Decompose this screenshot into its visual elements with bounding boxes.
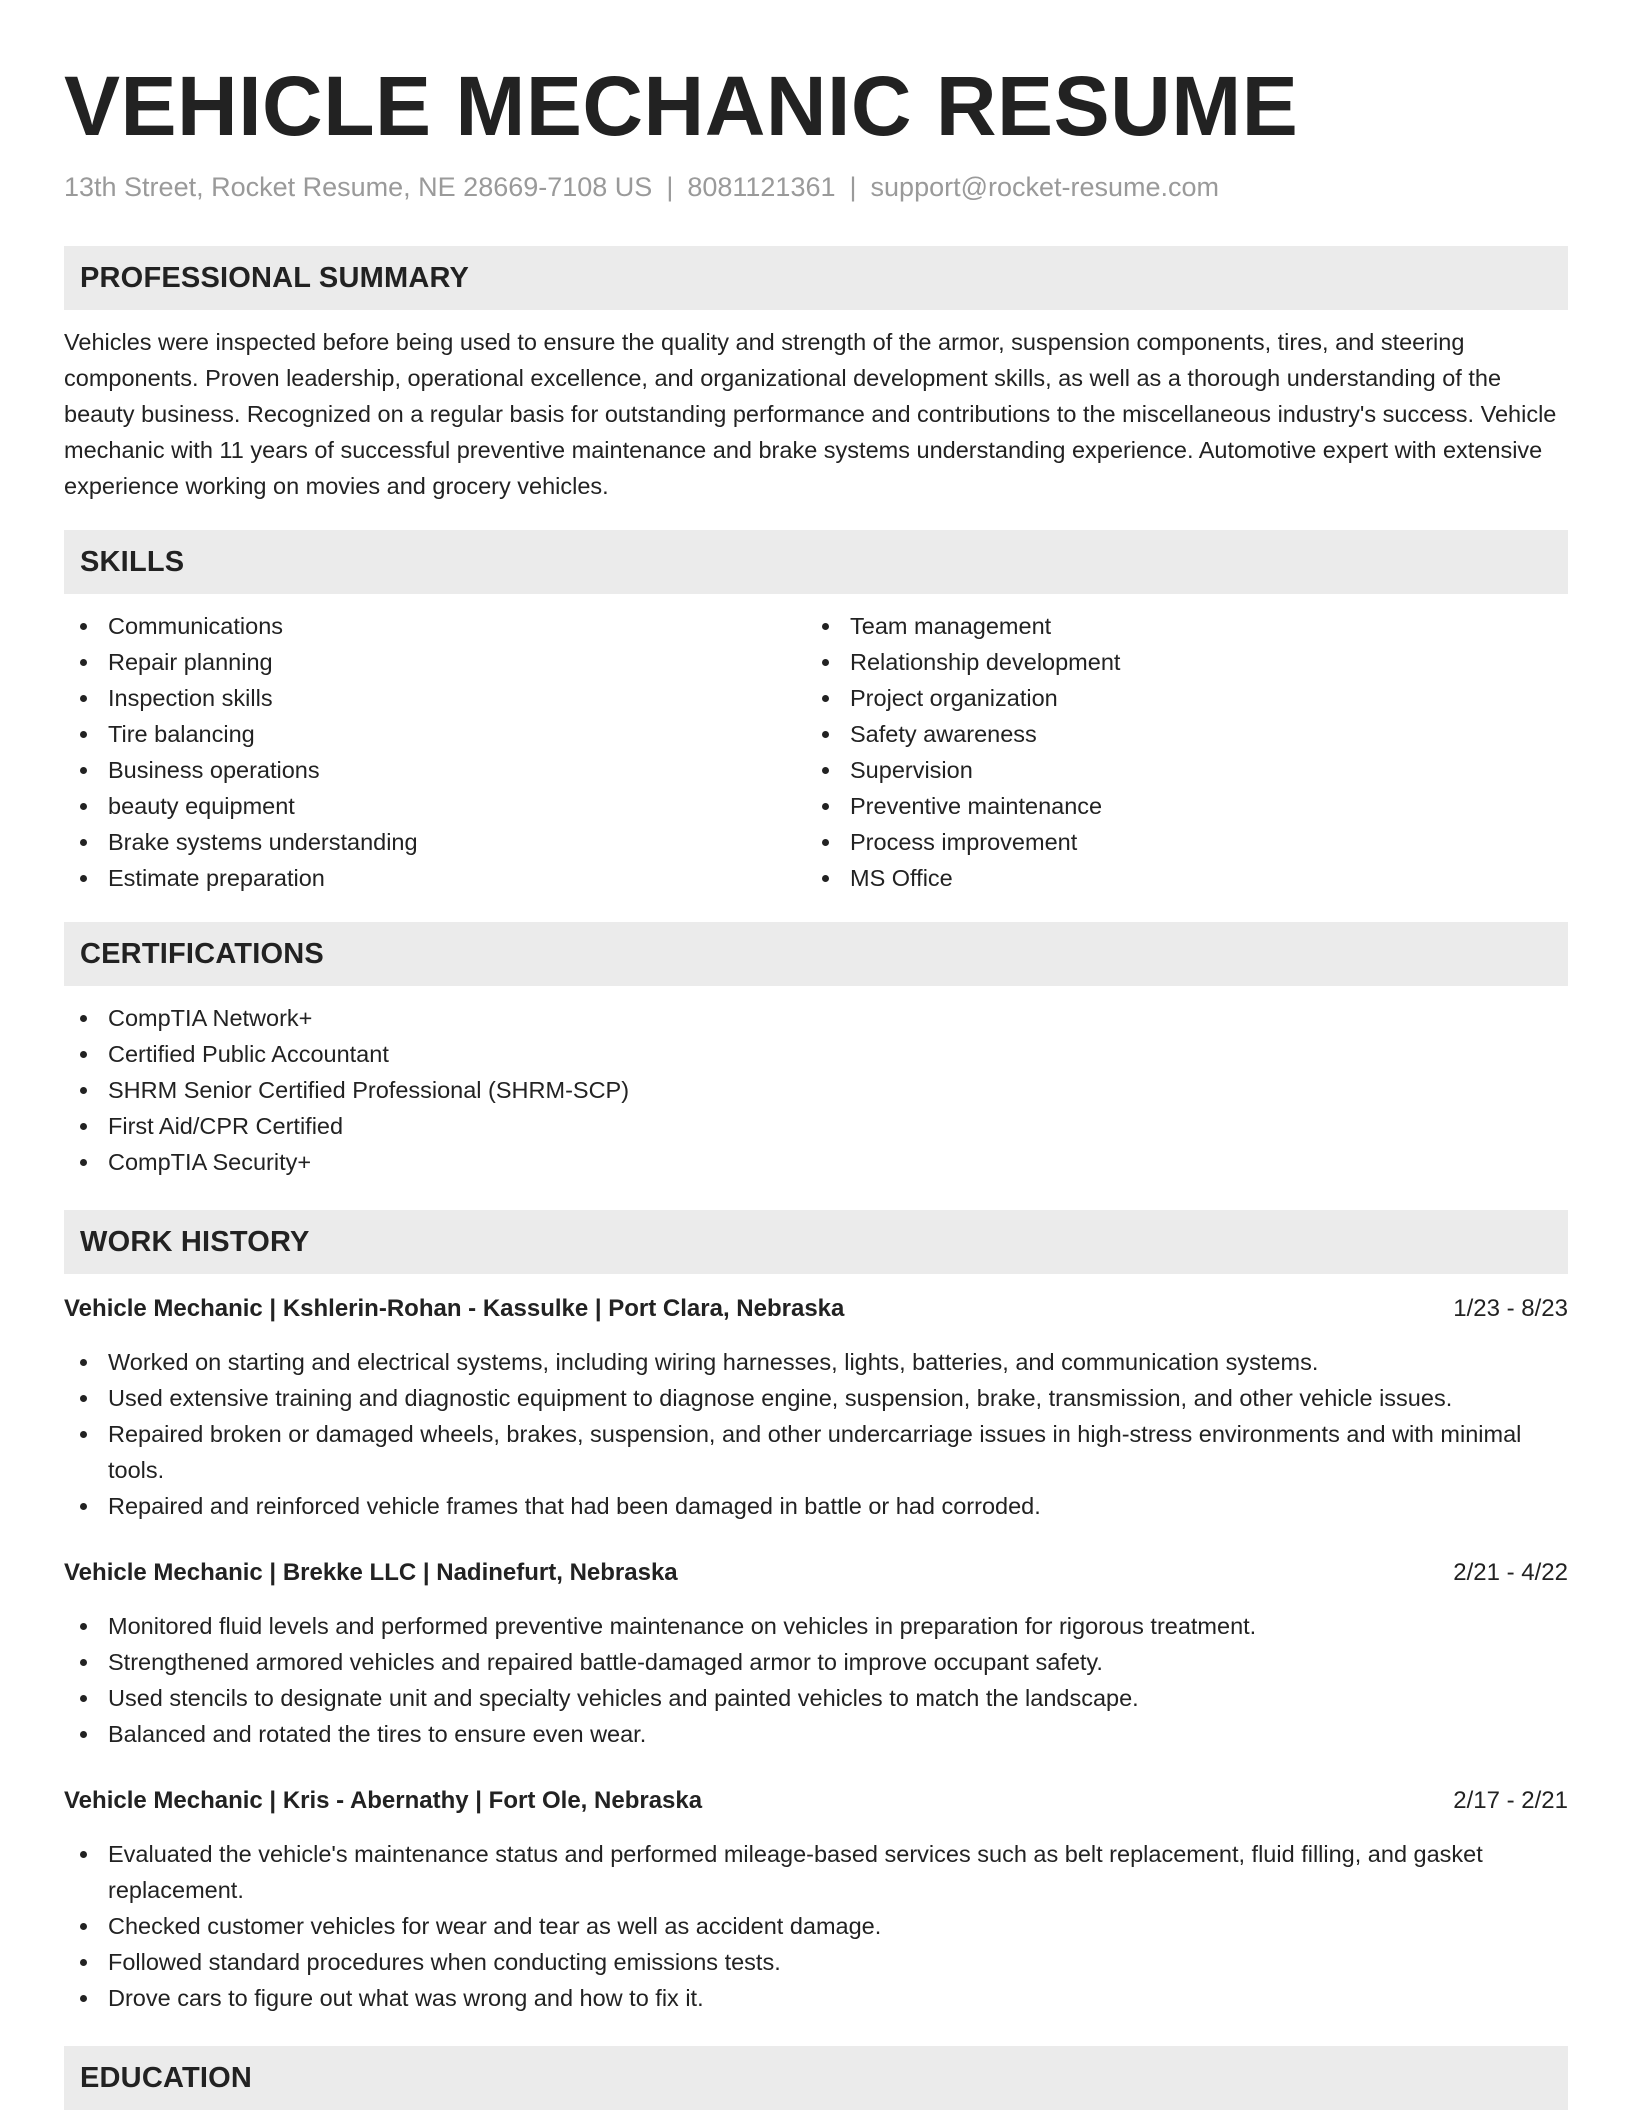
resume-title: VEHICLE MECHANIC RESUME: [64, 59, 1299, 153]
skill-item: Brake systems understanding: [64, 824, 806, 860]
job-dates: 2/17 - 2/21: [1453, 1787, 1568, 1814]
section-header-work-history: WORK HISTORY: [64, 1210, 1568, 1274]
job-bullet: Checked customer vehicles for wear and tear as well as accident damage.: [64, 1908, 1568, 1944]
skill-item: Relationship development: [806, 644, 1548, 680]
job-bullet: Followed standard procedures when conducting emissions tests.: [64, 1944, 1568, 1980]
certification-item: CompTIA Security+: [64, 1144, 1568, 1180]
skill-item: Process improvement: [806, 824, 1548, 860]
job-title: Vehicle Mechanic | Brekke LLC | Nadinefurt, Nebraska: [64, 1559, 678, 1586]
job-bullet: Balanced and rotated the tires to ensure even wear.: [64, 1716, 1568, 1752]
job-bullets: [64, 1608, 1568, 1752]
certification-item: SHRM Senior Certified Professional (SHRM-SCP): [64, 1072, 1568, 1108]
job-header: [64, 1556, 1568, 1590]
section-header-education: EDUCATION: [64, 2046, 1568, 2110]
skills-list-left: [64, 608, 806, 896]
contact-email: support@rocket-resume.com: [870, 172, 1220, 202]
skill-item: Estimate preparation: [64, 860, 806, 896]
section-header-summary: PROFESSIONAL SUMMARY: [64, 246, 1568, 310]
job-bullets: [64, 1344, 1568, 1524]
job-title: Vehicle Mechanic | Kshlerin-Rohan - Kassulke | Port Clara, Nebraska: [64, 1295, 845, 1322]
summary-text: Vehicles were inspected before being used to ensure the quality and strength of the armor, suspension components, tires, and steering components. Proven leadership, operational excellence, and organizational development skills, as well as a thorough understanding of the beauty business. Recognized on a regular basis for outstanding performance and contributions to the miscellaneous industry's success. Vehicle mechanic with 11 years of successful preventive maintenance and brake systems understanding experience. Automotive expert with extensive experience working on movies and grocery vehicles.: [64, 329, 1557, 499]
job-dates: 1/23 - 8/23: [1453, 1295, 1568, 1322]
job-entry: [64, 1292, 1568, 1524]
job-header: [64, 1784, 1568, 1818]
skills-list-right: [806, 608, 1548, 896]
job-bullet: Worked on starting and electrical systems, including wiring harnesses, lights, batteries, and communication systems.: [64, 1344, 1568, 1380]
certifications-list: [64, 1000, 1568, 1180]
contact-separator: |: [849, 172, 857, 202]
certification-item: CompTIA Network+: [64, 1000, 1568, 1036]
contact-separator: |: [666, 172, 674, 202]
section-header-skills: SKILLS: [64, 530, 1568, 594]
job-bullet: Evaluated the vehicle's maintenance status and performed mileage-based services such as belt replacement, fluid filling, and gasket replacement.: [64, 1836, 1568, 1908]
contact-line: [64, 170, 1568, 204]
certification-item: First Aid/CPR Certified: [64, 1108, 1568, 1144]
job-bullet: Repaired and reinforced vehicle frames that had been damaged in battle or had corroded.: [64, 1488, 1568, 1524]
skill-item: Inspection skills: [64, 680, 806, 716]
job-bullet: Used extensive training and diagnostic equipment to diagnose engine, suspension, brake, transmission, and other vehicle issues.: [64, 1380, 1568, 1416]
skill-item: Supervision: [806, 752, 1548, 788]
skill-item: Tire balancing: [64, 716, 806, 752]
job-bullet: Used stencils to designate unit and specialty vehicles and painted vehicles to match the landscape.: [64, 1680, 1568, 1716]
skill-item: Communications: [64, 608, 806, 644]
job-title: Vehicle Mechanic | Kris - Abernathy | Fort Ole, Nebraska: [64, 1787, 703, 1814]
job-bullet: Strengthened armored vehicles and repaired battle-damaged armor to improve occupant safety.: [64, 1644, 1568, 1680]
skill-item: Preventive maintenance: [806, 788, 1548, 824]
job-bullet: Repaired broken or damaged wheels, brakes, suspension, and other undercarriage issues in high-stress environments and with minimal tools.: [64, 1416, 1568, 1488]
job-bullets: [64, 1836, 1568, 2016]
certification-item: Certified Public Accountant: [64, 1036, 1568, 1072]
skill-item: Repair planning: [64, 644, 806, 680]
contact-phone: 8081121361: [687, 172, 836, 202]
section-header-certifications: CERTIFICATIONS: [64, 922, 1568, 986]
job-dates: 2/21 - 4/22: [1453, 1559, 1568, 1586]
resume-page: [64, 0, 1568, 2110]
skill-item: Business operations: [64, 752, 806, 788]
job-entry: [64, 1784, 1568, 2016]
job-bullet: Monitored fluid levels and performed preventive maintenance on vehicles in preparation for rigorous treatment.: [64, 1608, 1568, 1644]
skill-item: Team management: [806, 608, 1548, 644]
skill-item: beauty equipment: [64, 788, 806, 824]
skills-columns: [64, 608, 1568, 896]
skill-item: Project organization: [806, 680, 1548, 716]
job-entry: [64, 1556, 1568, 1752]
job-header: [64, 1292, 1568, 1326]
skill-item: MS Office: [806, 860, 1548, 896]
contact-address: 13th Street, Rocket Resume, NE 28669-7108 US: [64, 172, 653, 202]
job-bullet: Drove cars to figure out what was wrong and how to fix it.: [64, 1980, 1568, 2016]
skill-item: Safety awareness: [806, 716, 1548, 752]
